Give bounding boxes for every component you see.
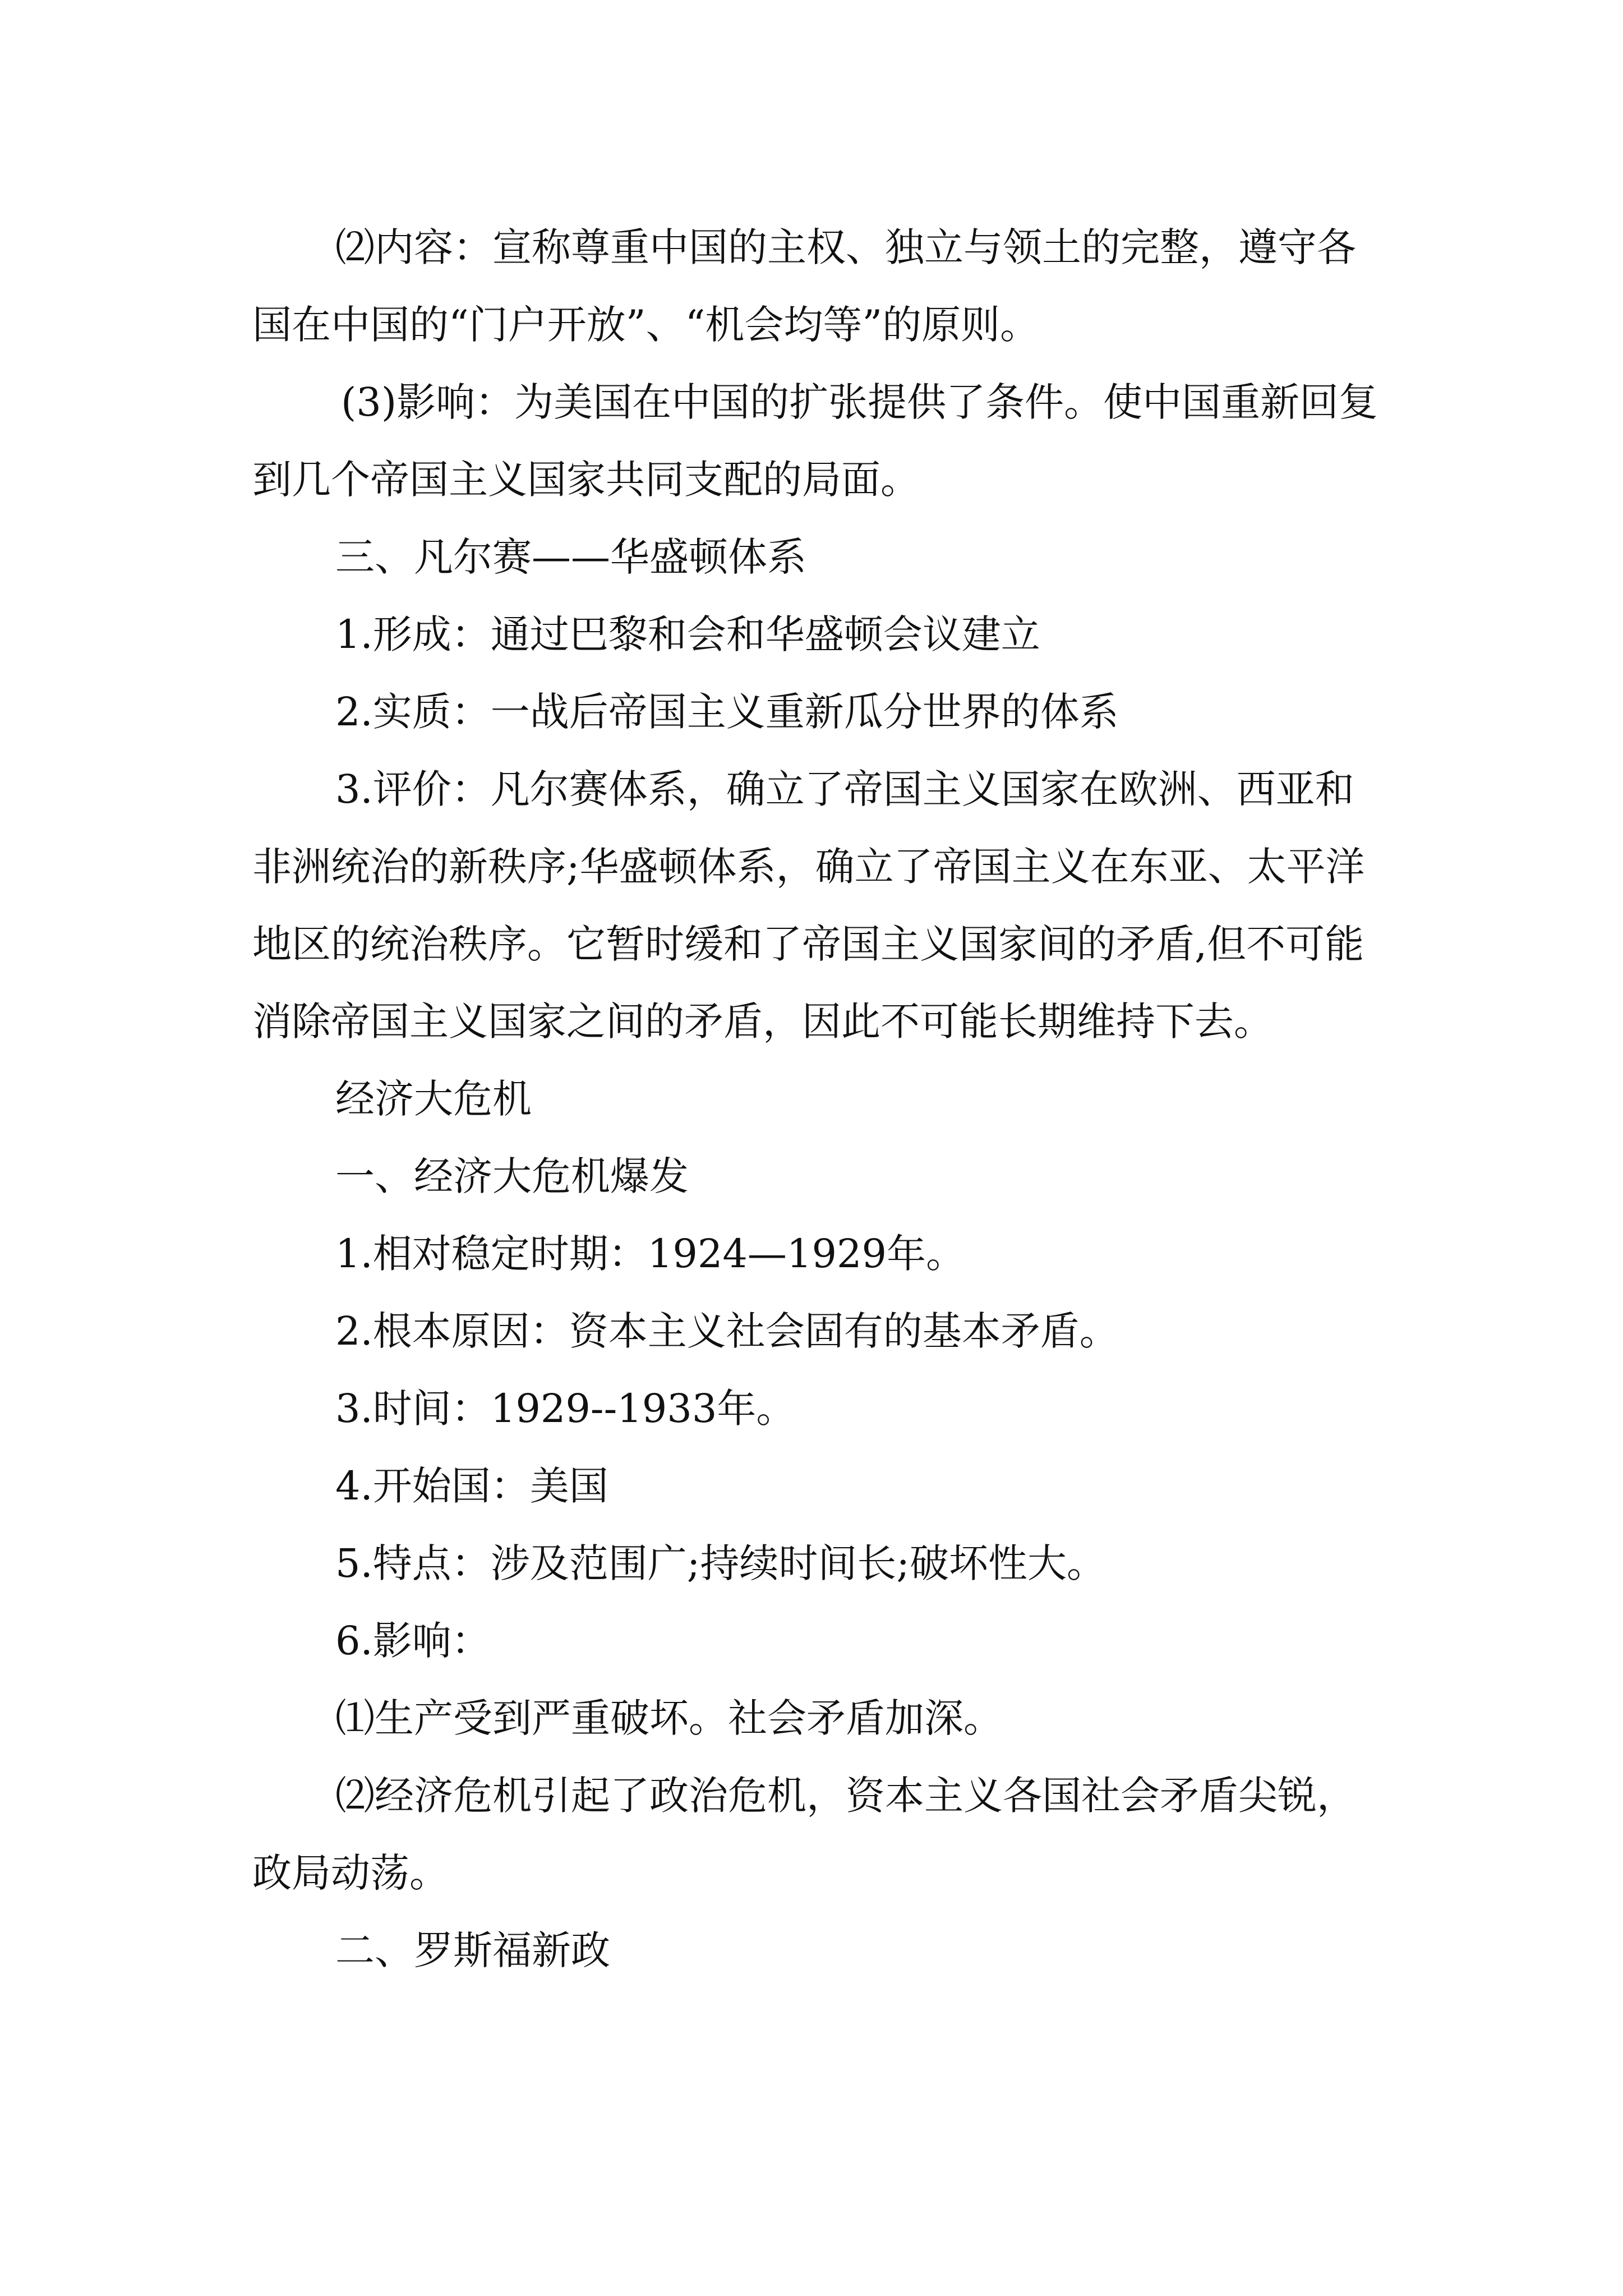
paragraph-time: 3.时间：1929--1933年。 — [335, 1386, 796, 1432]
section-heading-versailles-washington: 三、凡尔赛——华盛顿体系 — [335, 534, 806, 580]
paragraph-formation: 1.形成：通过巴黎和会和华盛顿会议建立 — [335, 611, 1040, 657]
paragraph-root-cause: 2.根本原因：资本主义社会固有的基本矛盾。 — [335, 1308, 1119, 1354]
paragraph-impact-production: ⑴生产受到严重破坏。社会矛盾加深。 — [335, 1695, 1003, 1741]
document-body — [252, 209, 1391, 1989]
paragraph-stable-period: 1.相对稳定时期：1924—1929年。 — [335, 1231, 966, 1277]
paragraph-impact-politics: ⑵经济危机引起了政治危机，资本主义各国社会矛盾尖锐，政局动荡。 — [252, 1773, 1356, 1896]
paragraph-open-door-impact: (3)影响：为美国在中国的扩张提供了条件。使中国重新回复到几个帝国主义国家共同支配的局面。 — [252, 379, 1378, 503]
paragraph-starting-country: 4.开始国：美国 — [335, 1463, 608, 1509]
paragraph-essence: 2.实质：一战后帝国主义重新瓜分世界的体系 — [335, 689, 1119, 735]
topic-heading-great-depression: 经济大危机 — [335, 1076, 532, 1122]
paragraph-characteristics: 5.特点：涉及范围广;持续时间长;破坏性大。 — [335, 1540, 1106, 1586]
paragraph-evaluation: 3.评价：凡尔赛体系，确立了帝国主义国家在欧洲、西亚和非洲统治的新秩序;华盛顿体系，确立了帝国主义在东亚、太平洋地区的统治秩序。它暂时缓和了帝国主义国家间的矛盾,但不可能消除帝国主义国家之间的矛盾，因此不可能长期维持下去。 — [252, 766, 1365, 1045]
paragraph-open-door-content: ⑵内容：宣称尊重中国的主权、独立与领土的完整，遵守各国在中国的“门户开放”、“机会均等”的原则。 — [252, 224, 1356, 348]
paragraph-impact-heading: 6.影响： — [335, 1618, 491, 1664]
section-heading-new-deal: 二、罗斯福新政 — [335, 1927, 610, 1973]
section-heading-crisis-outbreak: 一、经济大危机爆发 — [335, 1153, 689, 1199]
